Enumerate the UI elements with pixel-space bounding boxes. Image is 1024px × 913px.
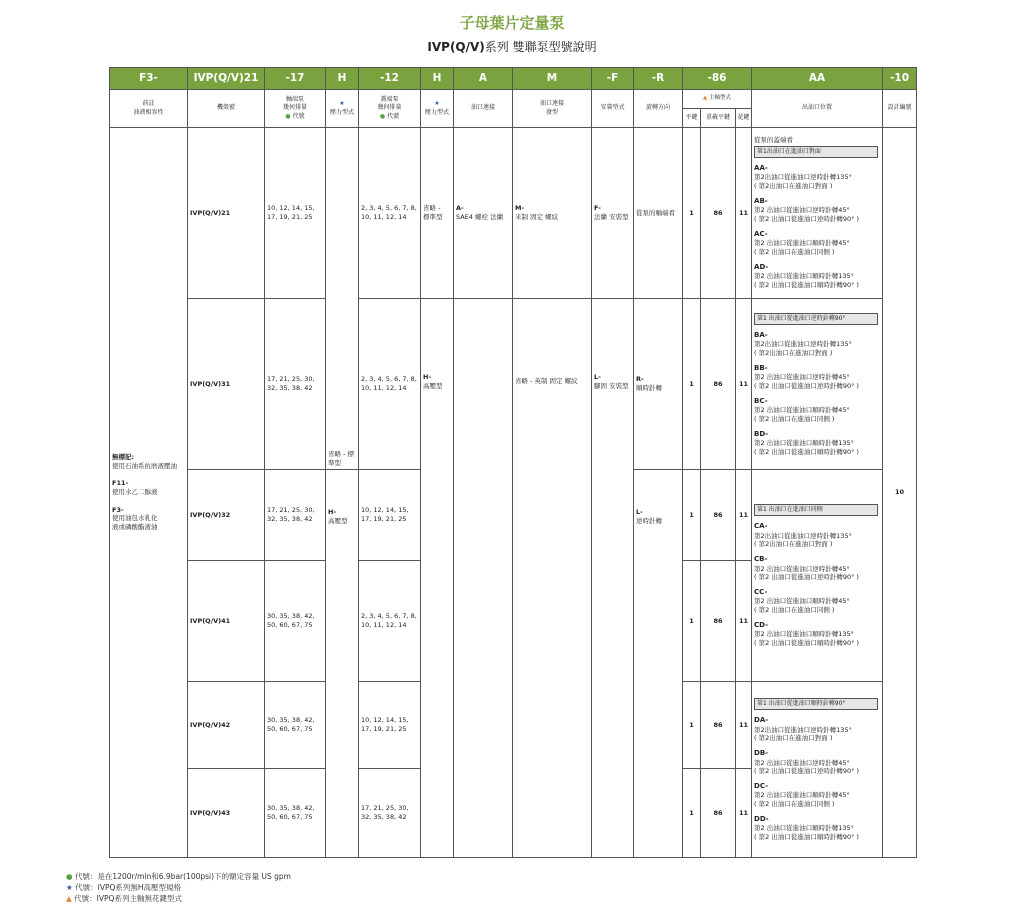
code-prefix: F3- bbox=[110, 68, 188, 90]
model-code-table bbox=[109, 67, 917, 858]
shaft-disp-cell: 30, 35, 38, 42, 50, 60, 67, 75 bbox=[265, 682, 326, 769]
port-conn-cell: A- SAE4 螺栓 法蘭 bbox=[454, 128, 513, 299]
key-cell: 1 bbox=[683, 128, 701, 299]
hdr-port: 油口連接 bbox=[454, 90, 513, 128]
key-cell: 1 bbox=[683, 299, 701, 470]
star-icon: ★ bbox=[339, 100, 345, 108]
code-outlet: AA bbox=[752, 68, 883, 90]
hdr-outlet: 出油口位置 bbox=[752, 90, 883, 128]
hdr-heavy-key: 重載平鍵 bbox=[701, 109, 736, 128]
code-cover-disp: -12 bbox=[359, 68, 421, 90]
outlet-box: 第1 出油口從進油口順時針轉90° bbox=[754, 698, 878, 710]
oil-compat-cell: 無標記: 使用石油系抗磨液壓油 F11- 使用水乙二醇液 F3- 使用油包水乳化 液或磷酸酯液油 bbox=[110, 128, 188, 858]
outlet-item: CB- 第2 出油口從進油口逆時針轉45° ( 第2 出油口從進油口逆時針轉90° ) bbox=[754, 555, 859, 582]
hdr-cover-disp: 蓋端泵 幾何排量 ● 代號 bbox=[359, 90, 421, 128]
hdr-shaft-type: ▲ 主軸型式 bbox=[683, 90, 752, 109]
cover-disp-cell: 2, 3, 4, 5, 6, 7, 8, 10, 11, 12, 14 bbox=[359, 299, 421, 470]
model-cell: IVP(Q/V)21 bbox=[188, 128, 265, 299]
shaft-pressure-hp: H- 高壓型 bbox=[326, 470, 359, 858]
code-mounting: -F bbox=[592, 68, 634, 90]
model-cell: IVP(Q/V)41 bbox=[188, 561, 265, 682]
dot-icon: ● bbox=[66, 872, 73, 881]
heavy-key-cell: 86 bbox=[701, 682, 736, 769]
cover-disp-cell: 2, 3, 4, 5, 6, 7, 8, 10, 11, 12, 14 bbox=[359, 561, 421, 682]
star-icon: ★ bbox=[66, 882, 73, 892]
outlet-item: BC- 第2 出油口從進油口順時針轉45° ( 第2 出油口在進油口同側 ) bbox=[754, 396, 850, 423]
hdr-shaft-disp: 軸端泵 幾何排量 ● 代號 bbox=[265, 90, 326, 128]
shaft-pressure-std: 省略 - 標準型 bbox=[326, 128, 359, 470]
shaft-disp-cell: 30, 35, 38, 42, 50, 60, 67, 75 bbox=[265, 769, 326, 858]
code-header-row bbox=[110, 68, 917, 90]
hdr-mounting: 安裝型式 bbox=[592, 90, 634, 128]
cover-disp-cell: 10, 12, 14, 15, 17, 19, 21, 25 bbox=[359, 470, 421, 561]
hdr-oil-compat: 前註 油液相容性 bbox=[110, 90, 188, 128]
shaft-disp-cell: 17, 21, 25, 30, 32, 35, 38, 42 bbox=[265, 299, 326, 470]
page-title: 子母葉片定量泵 bbox=[459, 14, 565, 32]
model-cell: IVP(Q/V)31 bbox=[188, 299, 265, 470]
description-header-row bbox=[110, 90, 917, 109]
code-design: -10 bbox=[883, 68, 917, 90]
spline-cell: 11 bbox=[736, 682, 752, 769]
footnote: ▲ 代號：IVPQ系列主軸無花鍵型式 bbox=[66, 893, 182, 903]
footnotes bbox=[66, 872, 291, 905]
footnote: ● 代號：是在1200r/min和6.9bar(100psi)下的額定容量 US gpm bbox=[66, 872, 291, 881]
key-cell: 1 bbox=[683, 769, 701, 858]
heavy-key-cell: 86 bbox=[701, 470, 736, 561]
heavy-key-cell: 86 bbox=[701, 299, 736, 470]
port-conn-empty bbox=[454, 299, 513, 858]
spline-cell: 11 bbox=[736, 128, 752, 299]
cover-pressure-hp: H- 高壓型 bbox=[421, 299, 454, 858]
hdr-thread: 油口連接 發型 bbox=[513, 90, 592, 128]
outlet-box: 第1 出油口在進油口同側 bbox=[754, 504, 878, 516]
model-cell: IVP(Q/V)32 bbox=[188, 470, 265, 561]
spline-cell: 11 bbox=[736, 561, 752, 682]
hdr-key: 平鍵 bbox=[683, 109, 701, 128]
rotation-view-cell: 從泵的軸端看 bbox=[634, 128, 683, 299]
heavy-key-cell: 86 bbox=[701, 769, 736, 858]
outlet-item: CC- 第2 出油口從進油口順時針轉45° ( 第2 出油口在進油口同側 ) bbox=[754, 588, 850, 615]
outlet-item: AC- 第2 出油口從進油口順時針轉45° ( 第2 出油口在進油口同側 ) bbox=[754, 229, 850, 257]
spline-cell: 11 bbox=[736, 299, 752, 470]
mount-f-cell: F- 法蘭 安裝型 bbox=[592, 128, 634, 299]
triangle-icon: ▲ bbox=[703, 95, 708, 102]
outlet-item: AB- 第2 出油口從進油口逆時針轉45° ( 第2 出油口從進油口逆時針轉90° ) bbox=[754, 196, 859, 224]
outlet-group-b bbox=[752, 299, 883, 470]
heavy-key-cell: 86 bbox=[701, 128, 736, 299]
code-casing: IVP(Q/V)21 bbox=[188, 68, 265, 90]
key-cell: 1 bbox=[683, 561, 701, 682]
outlet-group-d bbox=[752, 682, 883, 858]
cover-pressure-std: 省略 - 標準型 bbox=[421, 128, 454, 299]
code-shaft-pressure: H bbox=[326, 68, 359, 90]
outlet-item: AD- 第2 出油口從進油口順時針轉135° ( 第2 出油口從進油口順時針轉90° ) bbox=[754, 262, 859, 290]
outlet-item: DD- 第2 出油口從進油口順時針轉135° ( 第2 出油口從進油口順時針轉90° ) bbox=[754, 815, 859, 842]
shaft-disp-cell: 17, 21, 25, 30, 32, 35, 38, 42 bbox=[265, 470, 326, 561]
outlet-group-c bbox=[752, 470, 883, 682]
code-shaft-type: -86 bbox=[683, 68, 752, 90]
outlet-item: DA- 第2出油口從進油口逆時針轉135° ( 第2出油口在進油口對面 ) bbox=[754, 716, 852, 743]
shaft-disp-cell: 30, 35, 38, 42, 50, 60, 67, 75 bbox=[265, 561, 326, 682]
triangle-icon: ▲ bbox=[66, 893, 72, 903]
model-cell: IVP(Q/V)43 bbox=[188, 769, 265, 858]
shaft-disp-cell: 10, 12, 14, 15, 17, 19, 21, 25 bbox=[265, 128, 326, 299]
hdr-casing: 機殼號 bbox=[188, 90, 265, 128]
hdr-cover-pressure: ★ 壓力型式 bbox=[421, 90, 454, 128]
outlet-view-note: 從泵的蓋端看 bbox=[754, 136, 794, 145]
hdr-shaft-pressure: ★ 壓力型式 bbox=[326, 90, 359, 128]
dot-icon: ● bbox=[379, 112, 386, 120]
table-row bbox=[110, 128, 917, 299]
outlet-box: 第1出油口在進油口對面 bbox=[754, 146, 878, 158]
hdr-rotation: 旋轉方向 bbox=[634, 90, 683, 128]
rotation-l-cell: L- 逆時針轉 bbox=[634, 470, 683, 858]
subtitle-series: IVP(Q/V) bbox=[427, 40, 485, 54]
outlet-item: BD- 第2 出油口從進油口順時針轉135° ( 第2 出油口從進油口順時針轉90° ) bbox=[754, 429, 859, 456]
outlet-item: BB- 第2 出油口從進油口逆時針轉45° ( 第2 出油口從進油口逆時針轉90° ) bbox=[754, 363, 859, 390]
dot-icon: ● bbox=[285, 112, 291, 120]
outlet-item: CD- 第2 出油口從進油口順時針轉135° ( 第2 出油口從進油口順時針轉90° ) bbox=[754, 621, 859, 648]
rotation-r-cell: R- 順時針轉 bbox=[634, 299, 683, 470]
page-subtitle bbox=[0, 38, 1024, 55]
footnote: ★ 代號：IVPQ系列無H高壓型規格 bbox=[66, 882, 182, 892]
outlet-item: BA- 第2出油口從進油口逆時針轉135° ( 第2出油口在進油口對面 ) bbox=[754, 330, 852, 357]
thread-m-cell: M- 米制 固定 螺紋 bbox=[513, 128, 592, 299]
code-cover-pressure: H bbox=[421, 68, 454, 90]
outlet-item: AA- 第2出油口從進油口逆時針轉135° ( 第2出油口在進油口對面 ) bbox=[754, 163, 852, 191]
spline-cell: 11 bbox=[736, 470, 752, 561]
hdr-spline: 花鍵 bbox=[736, 109, 752, 128]
table-row bbox=[110, 299, 917, 470]
cover-disp-cell: 10, 12, 14, 15, 17, 19, 21, 25 bbox=[359, 682, 421, 769]
model-cell: IVP(Q/V)42 bbox=[188, 682, 265, 769]
heavy-key-cell: 86 bbox=[701, 561, 736, 682]
outlet-box: 第1 出油口從進油口逆時針轉90° bbox=[754, 313, 878, 325]
cover-disp-cell: 17, 21, 25, 30, 32, 35, 38, 42 bbox=[359, 769, 421, 858]
design-no-cell: 10 bbox=[883, 128, 917, 858]
cover-disp-cell: 2, 3, 4, 5, 6, 7, 8, 10, 11, 12, 14 bbox=[359, 128, 421, 299]
subtitle-suffix: 系列 雙聯泵型號說明 bbox=[484, 40, 597, 54]
outlet-group-a bbox=[752, 128, 883, 299]
mount-l-cell: L- 腳固 安裝型 bbox=[592, 299, 634, 858]
code-shaft-disp: -17 bbox=[265, 68, 326, 90]
spline-cell: 11 bbox=[736, 769, 752, 858]
outlet-item: DB- 第2 出油口從進油口逆時針轉45° ( 第2 出油口從進油口逆時針轉90° ) bbox=[754, 749, 859, 776]
key-cell: 1 bbox=[683, 470, 701, 561]
hdr-design: 設計編號 bbox=[883, 90, 917, 128]
code-rotation: -R bbox=[634, 68, 683, 90]
outlet-item: DC- 第2 出油口從進油口順時針轉45° ( 第2 出油口在進油口同側 ) bbox=[754, 782, 850, 809]
outlet-item: CA- 第2出油口從進油口逆時針轉135° ( 第2出油口在進油口對面 ) bbox=[754, 522, 852, 549]
star-icon: ★ bbox=[434, 100, 440, 108]
thread-omit-cell: 省略 - 英制 固定 螺紋 bbox=[513, 299, 592, 858]
key-cell: 1 bbox=[683, 682, 701, 769]
code-thread: M bbox=[513, 68, 592, 90]
code-port: A bbox=[454, 68, 513, 90]
